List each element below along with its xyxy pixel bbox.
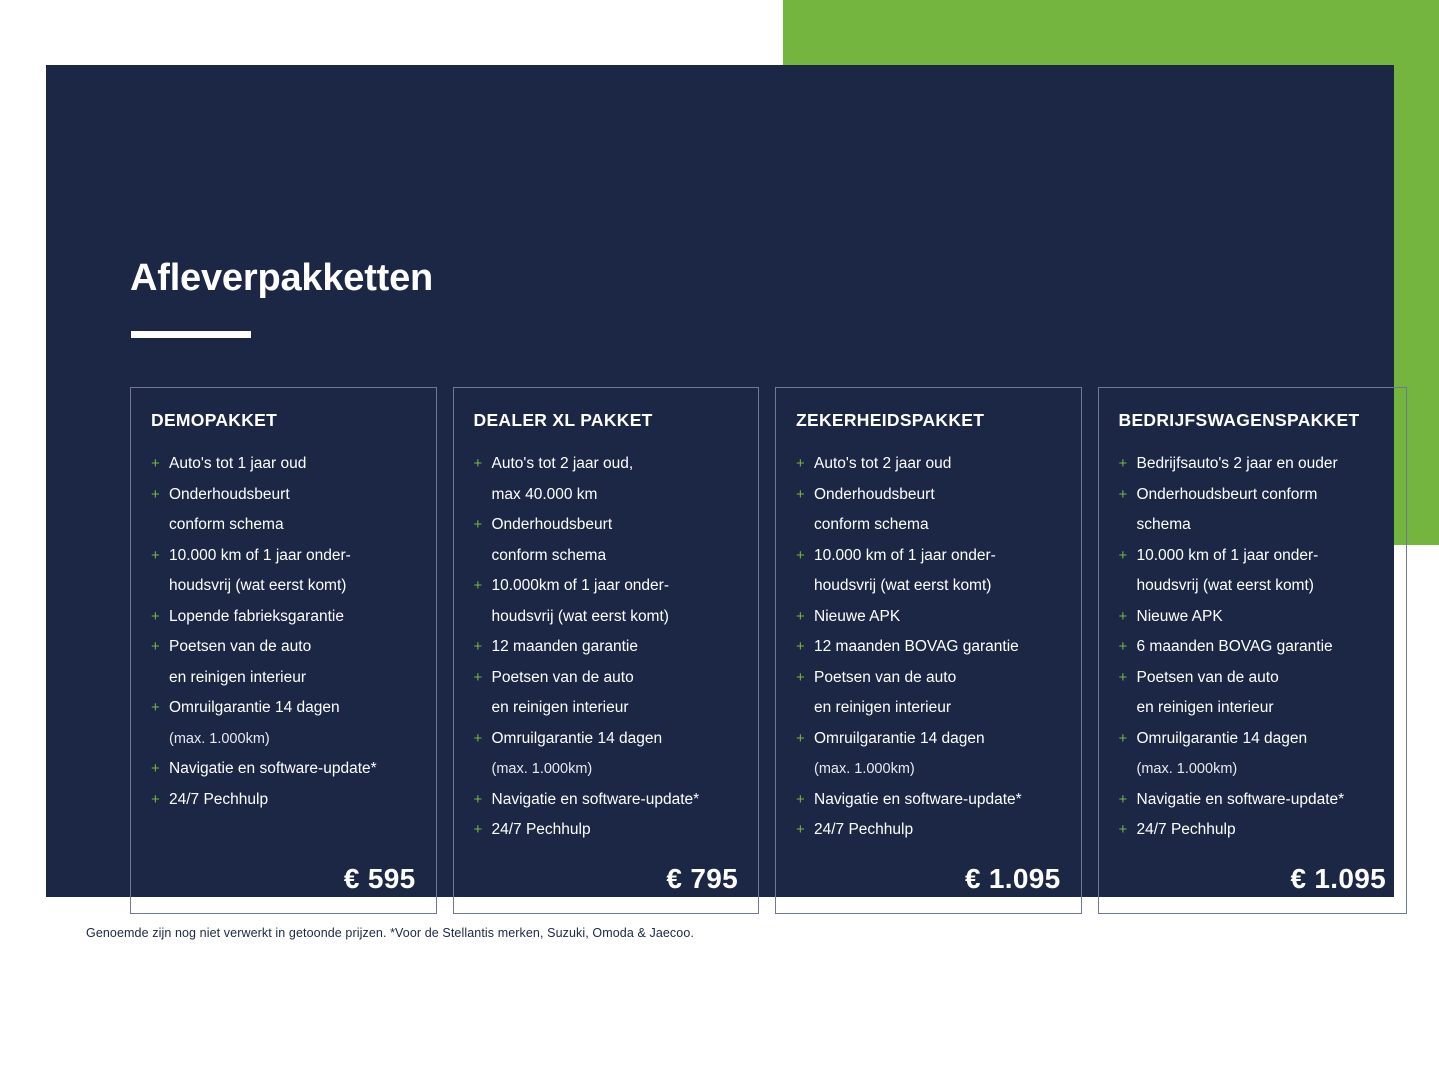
- feature-text: Auto's tot 1 jaar oud: [169, 455, 307, 472]
- feature-text: Onderhoudsbeurt conform: [1136, 485, 1318, 503]
- feature-text: Nieuwe APK: [814, 607, 901, 625]
- feature-text: Nieuwe APK: [1136, 607, 1223, 625]
- feature-text: 24/7 Pechhulp: [169, 790, 269, 808]
- feature-item: [151, 632, 416, 693]
- package-card-title: DEALER XL PAKKET: [473, 410, 653, 430]
- feature-subtext: (max. 1.000km): [814, 761, 915, 777]
- plus-icon: +: [473, 729, 483, 747]
- package-card-bedrijfswagenspakket[interactable]: [1098, 387, 1408, 914]
- feature-item: [151, 541, 416, 602]
- package-card-dealer-xl-pakket[interactable]: [453, 387, 760, 914]
- package-price: € 595: [343, 863, 416, 894]
- feature-item: [796, 449, 1061, 480]
- plus-icon: +: [151, 790, 160, 808]
- package-feature-list: [151, 449, 416, 849]
- feature-text: Poetsen van de auto: [814, 668, 957, 686]
- feature-text: Poetsen van de auto: [1136, 668, 1279, 686]
- package-card-list: [130, 387, 1407, 914]
- feature-subtext: max 40.000 km: [491, 485, 598, 503]
- feature-item: [151, 480, 416, 541]
- feature-item: [1119, 480, 1387, 541]
- feature-text: Navigatie en software-update*: [1136, 790, 1345, 808]
- plus-icon: +: [473, 577, 483, 594]
- package-price: € 1.095: [1290, 863, 1386, 894]
- package-feature-list: [796, 449, 1061, 849]
- feature-item: [151, 754, 416, 785]
- plus-icon: +: [151, 546, 160, 564]
- plus-icon: +: [1118, 638, 1128, 655]
- package-price: € 1.095: [964, 863, 1061, 894]
- plus-icon: +: [796, 729, 805, 747]
- feature-item: [151, 693, 416, 754]
- feature-text: Omruilgarantie 14 dagen: [491, 729, 663, 747]
- feature-text: 10.000 km of 1 jaar onder-: [1136, 546, 1319, 564]
- feature-item: [1119, 602, 1387, 633]
- plus-icon: +: [796, 485, 805, 503]
- feature-subtext: houdsvrij (wat eerst komt): [491, 607, 669, 625]
- feature-subtext: en reinigen interieur: [814, 699, 952, 716]
- feature-item: [796, 724, 1061, 785]
- plus-icon: +: [473, 516, 483, 533]
- feature-item: [474, 449, 739, 510]
- feature-text: Onderhoudsbeurt: [169, 485, 290, 503]
- plus-icon: +: [796, 455, 805, 472]
- plus-icon: +: [1118, 790, 1128, 808]
- plus-icon: +: [151, 638, 160, 655]
- feature-item: [474, 724, 739, 785]
- plus-icon: +: [473, 790, 483, 808]
- feature-item: [796, 815, 1061, 846]
- feature-item: [474, 785, 739, 816]
- feature-text: Navigatie en software-update*: [814, 790, 1022, 808]
- plus-icon: +: [473, 455, 483, 472]
- feature-text: Poetsen van de auto: [169, 638, 312, 655]
- feature-subtext: conform schema: [491, 546, 607, 564]
- feature-item: [796, 480, 1061, 541]
- package-price: € 795: [666, 863, 738, 894]
- feature-text: 12 maanden garantie: [491, 638, 639, 655]
- plus-icon: +: [151, 760, 160, 777]
- feature-item: [796, 785, 1061, 816]
- plus-icon: +: [473, 668, 483, 686]
- feature-item: [151, 785, 416, 816]
- feature-item: [1119, 449, 1387, 480]
- feature-item: [474, 571, 739, 632]
- plus-icon: +: [1118, 485, 1128, 503]
- feature-item: [474, 510, 739, 571]
- feature-text: 10.000 km of 1 jaar onder-: [814, 546, 996, 564]
- plus-icon: +: [1118, 607, 1128, 625]
- feature-text: Onderhoudsbeurt: [814, 485, 935, 503]
- feature-subtext: schema: [1136, 516, 1191, 533]
- feature-text: 10.000 km of 1 jaar onder-: [169, 546, 351, 564]
- feature-text: Bedrijfsauto's 2 jaar en ouder: [1136, 455, 1338, 472]
- feature-subtext: conform schema: [169, 516, 284, 533]
- plus-icon: +: [796, 638, 805, 655]
- feature-item: [474, 663, 739, 724]
- plus-icon: +: [1118, 668, 1128, 686]
- package-card-zekerheidspakket[interactable]: [775, 387, 1082, 914]
- feature-text: 24/7 Pechhulp: [1136, 821, 1236, 838]
- feature-item: [796, 541, 1061, 602]
- package-card-title: ZEKERHEIDSPAKKET: [796, 410, 985, 430]
- feature-text: 24/7 Pechhulp: [491, 821, 591, 838]
- feature-text: 12 maanden BOVAG garantie: [814, 638, 1019, 655]
- plus-icon: +: [151, 607, 160, 625]
- feature-item: [1119, 663, 1387, 724]
- plus-icon: +: [1118, 821, 1128, 838]
- feature-text: Omruilgarantie 14 dagen: [814, 729, 985, 747]
- plus-icon: +: [796, 668, 805, 686]
- feature-subtext: en reinigen interieur: [1136, 699, 1274, 716]
- feature-item: [1119, 815, 1387, 846]
- feature-text: Omruilgarantie 14 dagen: [169, 699, 340, 716]
- feature-text: Poetsen van de auto: [491, 668, 634, 686]
- feature-text: Auto's tot 2 jaar oud,: [491, 455, 634, 472]
- feature-text: 10.000km of 1 jaar onder-: [491, 577, 669, 594]
- feature-text: Lopende fabrieksgarantie: [169, 607, 344, 625]
- feature-text: 6 maanden BOVAG garantie: [1136, 638, 1333, 655]
- feature-item: [796, 602, 1061, 633]
- feature-text: Omruilgarantie 14 dagen: [1136, 729, 1308, 747]
- feature-subtext: conform schema: [814, 516, 929, 533]
- feature-subtext: en reinigen interieur: [491, 699, 629, 716]
- feature-item: [1119, 785, 1387, 816]
- page-title: Afleverpakketten: [130, 257, 434, 300]
- feature-text: Navigatie en software-update*: [491, 790, 700, 808]
- feature-text: 24/7 Pechhulp: [814, 821, 914, 838]
- plus-icon: +: [473, 821, 483, 838]
- feature-subtext: houdsvrij (wat eerst komt): [1136, 577, 1314, 594]
- package-feature-list: [1119, 449, 1387, 849]
- footnote-text: Genoemde zijn nog niet verwerkt in getoonde prijzen. *Voor de Stellantis merken, Suzuki, Omoda & Jaecoo.: [86, 926, 694, 940]
- packages-panel: [46, 65, 1394, 897]
- feature-item: [1119, 724, 1387, 785]
- feature-item: [474, 815, 739, 846]
- plus-icon: +: [1118, 546, 1128, 564]
- feature-subtext: houdsvrij (wat eerst komt): [169, 577, 347, 594]
- feature-subtext: (max. 1.000km): [169, 730, 270, 747]
- plus-icon: +: [796, 546, 805, 564]
- plus-icon: +: [151, 485, 160, 503]
- feature-subtext: houdsvrij (wat eerst komt): [814, 577, 992, 594]
- feature-item: [151, 449, 416, 480]
- package-card-title: DEMOPAKKET: [151, 410, 278, 430]
- feature-item: [151, 602, 416, 633]
- feature-item: [474, 632, 739, 663]
- plus-icon: +: [151, 455, 160, 472]
- package-feature-list: [474, 449, 739, 849]
- feature-item: [1119, 541, 1387, 602]
- feature-subtext: en reinigen interieur: [169, 668, 307, 686]
- feature-text: Onderhoudsbeurt: [491, 516, 613, 533]
- feature-subtext: (max. 1.000km): [1136, 761, 1238, 777]
- feature-item: [1119, 632, 1387, 663]
- plus-icon: +: [796, 607, 805, 625]
- plus-icon: +: [796, 790, 805, 808]
- plus-icon: +: [473, 638, 483, 655]
- package-card-demopakket[interactable]: [130, 387, 437, 914]
- feature-subtext: (max. 1.000km): [491, 761, 593, 777]
- feature-text: Navigatie en software-update*: [169, 760, 377, 777]
- feature-text: Auto's tot 2 jaar oud: [814, 455, 952, 472]
- title-underline: [131, 331, 251, 338]
- feature-item: [796, 632, 1061, 663]
- package-card-title: BEDRIJFSWAGENSPAKKET: [1118, 410, 1360, 430]
- plus-icon: +: [1118, 729, 1128, 747]
- plus-icon: +: [796, 821, 805, 838]
- plus-icon: +: [1118, 455, 1128, 472]
- feature-item: [796, 663, 1061, 724]
- plus-icon: +: [151, 699, 160, 716]
